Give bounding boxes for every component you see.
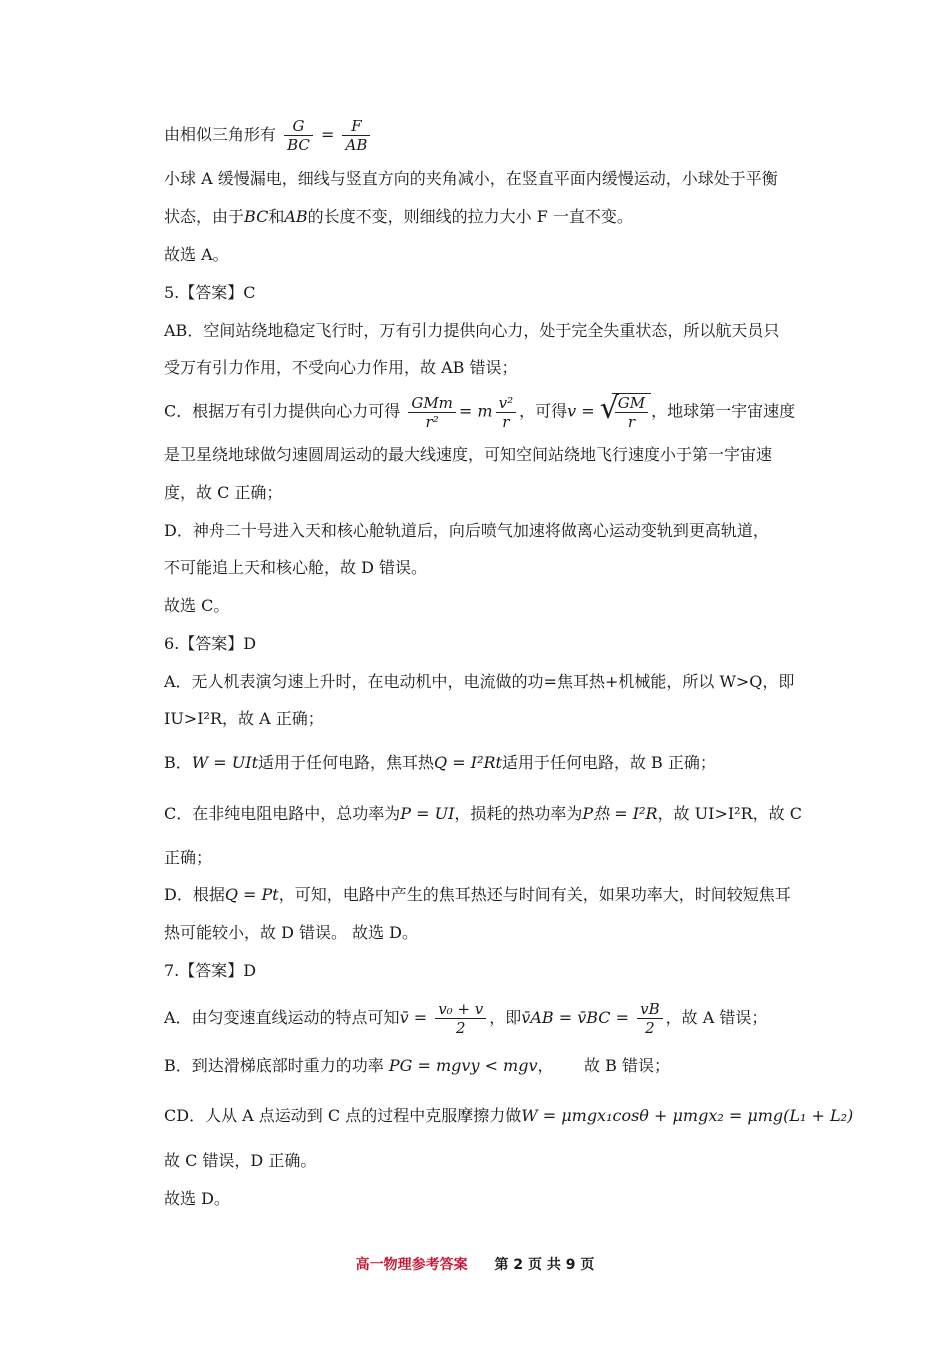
text-line bbox=[164, 1055, 810, 1077]
numerator: G bbox=[284, 117, 313, 136]
conclusion-line: 故选 A。 bbox=[164, 245, 229, 264]
equals: = bbox=[320, 125, 335, 144]
fraction-v0-v-2 bbox=[435, 1000, 486, 1037]
formula-q-pt: Q = Pt bbox=[224, 885, 279, 904]
fraction-v2-r bbox=[496, 394, 517, 431]
formula-p-ui: P = UI bbox=[400, 804, 455, 823]
text-line: A．无人机表演匀速上升时，在电动机中，电流做的功=焦耳热+机械能，所以 W>Q，即 bbox=[164, 672, 795, 691]
denominator: r bbox=[627, 413, 635, 431]
answer-heading-7: 7.【答案】D bbox=[164, 961, 257, 980]
text-span: 的长度不变，则细线的拉力大小 F 一直不变。 bbox=[307, 207, 633, 226]
formula-p-heat: P热 = I²R bbox=[582, 804, 658, 823]
text-span: D．根据 bbox=[164, 885, 225, 904]
formula-w-uit: W = UIt bbox=[191, 753, 259, 772]
conclusion-line: 故选 C。 bbox=[164, 596, 230, 615]
math-vab-vbc: v̄AB = v̄BC = bbox=[521, 1008, 630, 1027]
text-line bbox=[164, 752, 810, 774]
text-span: ，地球第一宇宙速度 bbox=[651, 401, 796, 421]
text-span: B． bbox=[164, 753, 192, 772]
text-span: ，即 bbox=[489, 1008, 522, 1027]
footer-page-info: 第 2 页 共 9 页 bbox=[494, 1257, 595, 1273]
average-velocity-line bbox=[164, 1000, 810, 1037]
text-line: 不可能追上天和核心舱，故 D 错误。 bbox=[164, 558, 428, 577]
text-span: A．由匀变速直线运动的特点可知 bbox=[164, 1008, 400, 1027]
numerator: v² bbox=[496, 394, 517, 413]
math-ab: AB bbox=[284, 207, 308, 226]
fraction-f-ab bbox=[342, 117, 370, 154]
denominator: BC bbox=[287, 136, 310, 154]
formula-q-i2rt: Q = I²Rt bbox=[434, 753, 502, 772]
math-bc: BC bbox=[244, 207, 269, 226]
text-line bbox=[164, 206, 810, 228]
denominator: AB bbox=[345, 136, 368, 154]
text-line: 受万有引力作用，不受向心力作用，故 AB 错误； bbox=[164, 358, 518, 377]
text-span: 状态，由于 bbox=[164, 207, 245, 226]
denominator: r² bbox=[425, 412, 439, 431]
numerator: F bbox=[342, 117, 370, 136]
answer-heading-5: 5.【答案】C bbox=[164, 283, 256, 302]
text-line: IU>I²R，故 A 正确； bbox=[164, 709, 324, 728]
text-span: B．到达滑梯底部时重力的功率 bbox=[164, 1056, 384, 1075]
numerator: vB bbox=[637, 1000, 663, 1019]
numerator: GMm bbox=[408, 394, 456, 413]
text-span: 适用于任何电路，故 B 正确； bbox=[501, 753, 716, 772]
text-line: 正确； bbox=[164, 848, 213, 867]
text-span: ，损耗的热功率为 bbox=[454, 804, 583, 823]
fraction-gmm-r2 bbox=[408, 394, 456, 431]
text-line: D．神舟二十号进入天和核心舱轨道后，向后喷气加速将做离心运动变轨到更高轨道， bbox=[164, 521, 769, 540]
fraction-gm-r bbox=[615, 394, 648, 431]
text-span: 适用于任何电路，焦耳热 bbox=[258, 753, 435, 772]
denominator: 2 bbox=[645, 1019, 655, 1037]
text-span: 由相似三角形有 bbox=[164, 125, 277, 144]
fraction-vb-2 bbox=[637, 1000, 663, 1037]
text-span: 和 bbox=[268, 207, 285, 226]
text-line: 是卫星绕地球做匀速圆周运动的最大线速度，可知空间站绕地飞行速度小于第一宇宙速 bbox=[164, 445, 773, 464]
text-line: 度，故 C 正确； bbox=[164, 483, 283, 502]
sqrt-gm-r bbox=[600, 393, 651, 431]
fraction-g-bc bbox=[284, 117, 313, 154]
math-v: v = bbox=[567, 401, 595, 421]
similar-triangle-line bbox=[164, 117, 810, 154]
text-span: C．在非纯电阻电路中，总功率为 bbox=[164, 804, 401, 823]
formula-power: PG = mgvy < mgv bbox=[388, 1056, 538, 1075]
footer-doc-title: 高一物理参考答案 bbox=[355, 1257, 468, 1273]
denominator: r bbox=[502, 412, 510, 431]
math-vbar: v̄ = bbox=[399, 1008, 428, 1027]
text-line: 热可能较小，故 D 错误。 故选 D。 bbox=[164, 923, 419, 942]
radical-sign: √ bbox=[599, 391, 619, 426]
page-footer bbox=[0, 1254, 950, 1274]
equals-m: = m bbox=[458, 401, 493, 421]
formula-friction-work: W = μmgx₁cosθ + μmgx₂ = μmg(L₁ + L₂) bbox=[521, 1106, 854, 1125]
text-line: AB．空间站绕地稳定飞行时，万有引力提供向心力，处于完全失重状态，所以航天员只 bbox=[164, 321, 780, 340]
text-line bbox=[164, 1105, 854, 1127]
text-span: ，可得 bbox=[519, 401, 568, 421]
text-span: ，故 A 错误； bbox=[665, 1008, 768, 1027]
numerator: v₀ + v bbox=[435, 1000, 486, 1019]
text-line: 故 C 错误，D 正确。 bbox=[164, 1151, 317, 1170]
text-span: ，故 UI>I²R，故 C bbox=[657, 804, 802, 823]
text-line: 小球 A 缓慢漏电，细线与竖直方向的夹角减小，在竖直平面内缓慢运动，小球处于平衡 bbox=[164, 169, 778, 188]
denominator: 2 bbox=[455, 1019, 466, 1037]
answer-heading-6: 6.【答案】D bbox=[164, 634, 257, 653]
text-span: CD．人从 A 点运动到 C 点的过程中克服摩擦力做 bbox=[164, 1106, 522, 1125]
text-span: ， 故 B 错误； bbox=[537, 1056, 670, 1075]
text-span: C．根据万有引力提供向心力可得 bbox=[164, 401, 401, 421]
gravitation-formula-line bbox=[164, 393, 810, 431]
text-span: ，可知，电路中产生的焦耳热还与时间有关，如果功率大，时间较短焦耳 bbox=[278, 885, 791, 904]
text-line bbox=[164, 884, 810, 906]
numerator: GM bbox=[615, 394, 648, 413]
conclusion-line: 故选 D。 bbox=[164, 1189, 230, 1208]
text-line bbox=[164, 803, 810, 825]
